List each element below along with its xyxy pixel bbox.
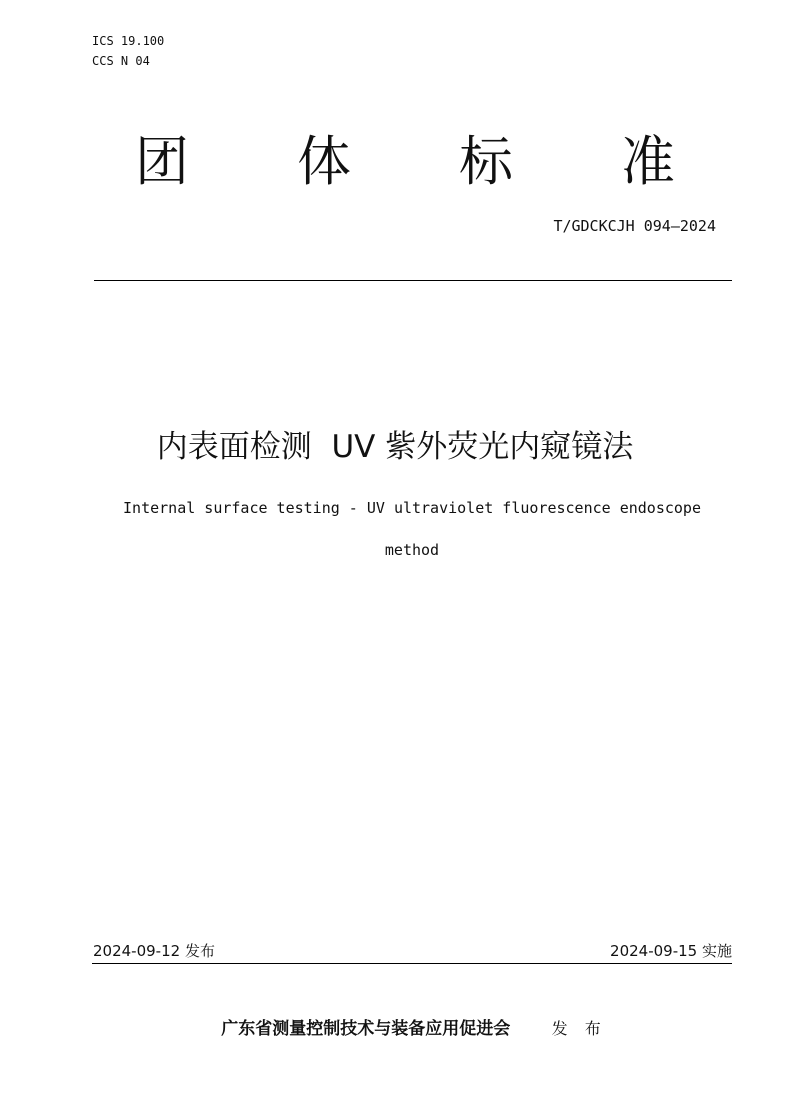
standard-type-char-4: 准 <box>621 130 675 193</box>
issue-date: 2024-09-12 发布 <box>93 942 215 960</box>
standard-type-char-2: 体 <box>297 130 351 193</box>
bottom-divider <box>92 963 732 964</box>
standard-type-char-3: 标 <box>459 130 513 193</box>
standard-type-char-1: 团 <box>135 130 189 193</box>
top-divider <box>94 280 732 281</box>
ccs-code: CCS N 04 <box>92 54 150 68</box>
standard-number: T/GDCKCJH 094—2024 <box>553 217 716 235</box>
title-english-line-2: method <box>384 541 440 559</box>
publish-label: 发 布 <box>551 1019 607 1038</box>
publisher-name: 广东省测量控制技术与装备应用促进会 <box>221 1019 511 1039</box>
title-english-line-1: Internal surface testing - UV ultraviolet fluorescence endoscope <box>123 499 701 517</box>
ics-code: ICS 19.100 <box>92 34 165 48</box>
title-chinese: 内表面检测 UV 紫外荧光内窥镜法 <box>156 429 634 465</box>
implementation-date: 2024-09-15 实施 <box>610 942 732 960</box>
publisher-row <box>0 1017 790 1041</box>
